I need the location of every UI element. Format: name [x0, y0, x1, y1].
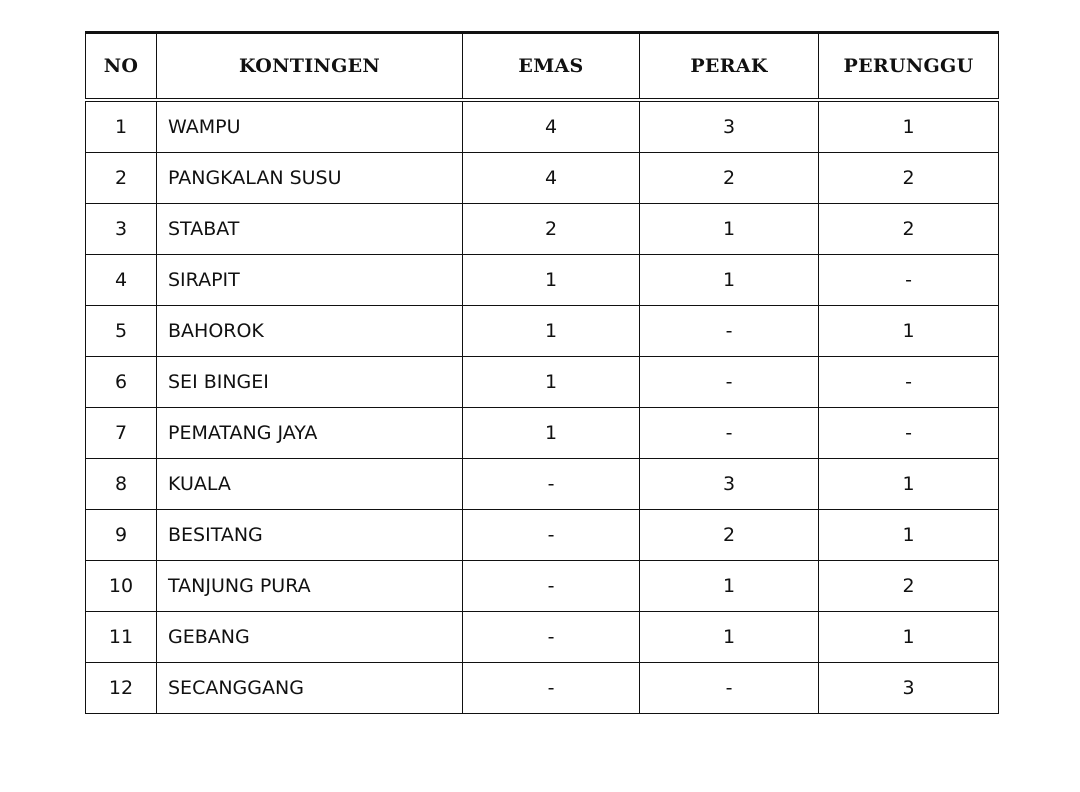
cell-no: 2 — [86, 153, 157, 204]
cell-emas: - — [463, 561, 640, 612]
cell-emas: 2 — [463, 204, 640, 255]
cell-perunggu: 1 — [819, 306, 999, 357]
header-perak: PERAK — [640, 33, 819, 101]
cell-kontingen: TANJUNG PURA — [157, 561, 463, 612]
table-body — [86, 100, 999, 714]
cell-perak: - — [640, 306, 819, 357]
header-row — [86, 33, 999, 101]
header-no: NO — [86, 33, 157, 101]
cell-perak: 1 — [640, 561, 819, 612]
table-header — [86, 33, 999, 101]
cell-perak: 1 — [640, 612, 819, 663]
cell-perak: 1 — [640, 255, 819, 306]
cell-perunggu: 2 — [819, 204, 999, 255]
cell-kontingen: PANGKALAN SUSU — [157, 153, 463, 204]
cell-no: 6 — [86, 357, 157, 408]
cell-emas: 4 — [463, 100, 640, 153]
cell-no: 3 — [86, 204, 157, 255]
cell-perak: - — [640, 408, 819, 459]
cell-emas: 1 — [463, 306, 640, 357]
cell-kontingen: SECANGGANG — [157, 663, 463, 714]
cell-perak: 1 — [640, 204, 819, 255]
cell-kontingen: GEBANG — [157, 612, 463, 663]
table-row — [86, 561, 999, 612]
cell-no: 5 — [86, 306, 157, 357]
table-row — [86, 663, 999, 714]
cell-perunggu: 2 — [819, 561, 999, 612]
table-row — [86, 459, 999, 510]
cell-emas: 1 — [463, 255, 640, 306]
table-row — [86, 100, 999, 153]
cell-perunggu: - — [819, 408, 999, 459]
cell-emas: 4 — [463, 153, 640, 204]
cell-perak: - — [640, 357, 819, 408]
cell-kontingen: SEI BINGEI — [157, 357, 463, 408]
cell-perak: 3 — [640, 459, 819, 510]
table-row — [86, 153, 999, 204]
cell-perak: 2 — [640, 153, 819, 204]
cell-no: 1 — [86, 100, 157, 153]
cell-perunggu: 1 — [819, 612, 999, 663]
cell-no: 10 — [86, 561, 157, 612]
cell-emas: - — [463, 663, 640, 714]
cell-kontingen: KUALA — [157, 459, 463, 510]
cell-perunggu: 3 — [819, 663, 999, 714]
cell-kontingen: BESITANG — [157, 510, 463, 561]
cell-perunggu: - — [819, 357, 999, 408]
cell-no: 9 — [86, 510, 157, 561]
medal-standings-table — [85, 31, 999, 714]
cell-kontingen: WAMPU — [157, 100, 463, 153]
table-row — [86, 510, 999, 561]
cell-no: 11 — [86, 612, 157, 663]
cell-no: 4 — [86, 255, 157, 306]
cell-emas: - — [463, 459, 640, 510]
cell-perak: - — [640, 663, 819, 714]
cell-emas: - — [463, 612, 640, 663]
cell-emas: 1 — [463, 357, 640, 408]
cell-perunggu: 1 — [819, 510, 999, 561]
cell-emas: - — [463, 510, 640, 561]
cell-perak: 2 — [640, 510, 819, 561]
table-row — [86, 255, 999, 306]
cell-emas: 1 — [463, 408, 640, 459]
header-kontingen: KONTINGEN — [157, 33, 463, 101]
header-perunggu: PERUNGGU — [819, 33, 999, 101]
cell-no: 8 — [86, 459, 157, 510]
cell-perak: 3 — [640, 100, 819, 153]
table-row — [86, 357, 999, 408]
cell-no: 12 — [86, 663, 157, 714]
cell-perunggu: 1 — [819, 459, 999, 510]
header-emas: EMAS — [463, 33, 640, 101]
table-row — [86, 612, 999, 663]
table-row — [86, 408, 999, 459]
cell-no: 7 — [86, 408, 157, 459]
cell-perunggu: 2 — [819, 153, 999, 204]
table-row — [86, 306, 999, 357]
cell-kontingen: STABAT — [157, 204, 463, 255]
cell-kontingen: SIRAPIT — [157, 255, 463, 306]
cell-kontingen: BAHOROK — [157, 306, 463, 357]
cell-perunggu: 1 — [819, 100, 999, 153]
cell-kontingen: PEMATANG JAYA — [157, 408, 463, 459]
cell-perunggu: - — [819, 255, 999, 306]
table-row — [86, 204, 999, 255]
